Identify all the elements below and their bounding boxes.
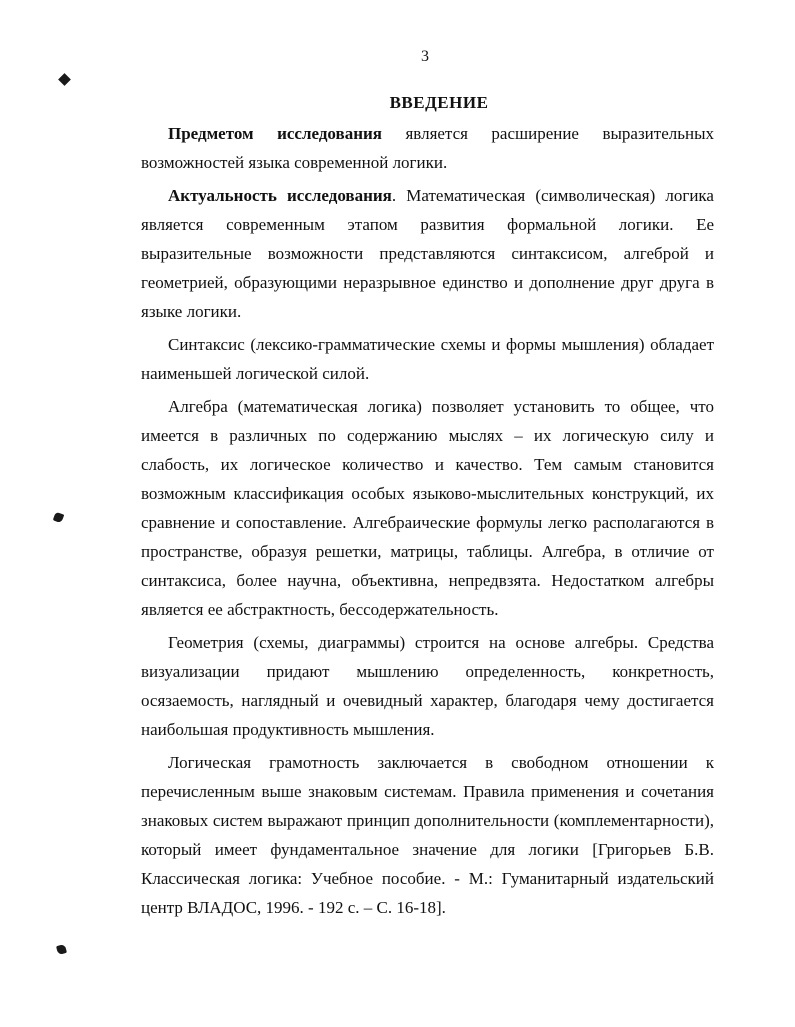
- paragraph-subject: [141, 119, 714, 177]
- scan-mark-bottom: [56, 944, 67, 955]
- paragraph-algebra: Алгебра (математическая логика) позволяет установить то общее, что имеется в различных по содержанию мыслях – их логическую силу и слабость, их логическое количество и качество. Тем самым становится возможным классификация особых языково-мыслительных конструкций, их сравнение и сопоставление. Алгебраические формулы легко располагаются в пространстве, образуя решетки, матрицы, таблицы. Алгебра, в отличие от синтаксиса, более научна, объективна, непредвзята. Недостатком алгебры является ее абстрактность, бессодержательность.: [141, 397, 714, 619]
- paragraph-syntax: Синтаксис (лексико-грамматические схемы и формы мышления) обладает наименьшей логической силой.: [141, 335, 714, 383]
- subject-label: Предметом исследования: [168, 124, 382, 143]
- relevance-text: . Математическая (символическая) логика является современным этапом развития формальной логики. Ее выразительные возможности представляются синтаксисом, алгеброй и геометрией, образующими неразрывное единство и дополнение друг друга в языке логики.: [141, 186, 714, 321]
- paragraph-literacy: Логическая грамотность заключается в свободном отношении к перечисленным выше знаковым системам. Правила применения и сочетания знаковых систем выражают принцип дополнительности (комплементарности), который имеет фундаментальное значение для логики [Григорьев Б.В. Классическая логика: Учебное пособие. - М.: Гуманитарный издательский центр ВЛАДОС, 1996. - 192 с. – С. 16-18].: [141, 753, 714, 917]
- subject-text: является расширение выразительных возможностей языка современной логики.: [141, 124, 714, 172]
- body-text: [141, 119, 714, 922]
- section-heading: ВВЕДЕНИЕ: [389, 93, 489, 112]
- paragraph-relevance: [141, 181, 714, 326]
- scan-mark-middle: [53, 512, 65, 524]
- page-number: 3: [421, 48, 429, 65]
- scan-mark-top: [58, 73, 71, 86]
- relevance-label: Актуальность исследования: [168, 186, 392, 205]
- paragraph-geometry: Геометрия (схемы, диаграммы) строится на основе алгебры. Средства визуализации придают мышлению определенность, конкретность, осязаемость, наглядный и очевидный характер, благодаря чему достигается наибольшая продуктивность мышления.: [141, 633, 714, 739]
